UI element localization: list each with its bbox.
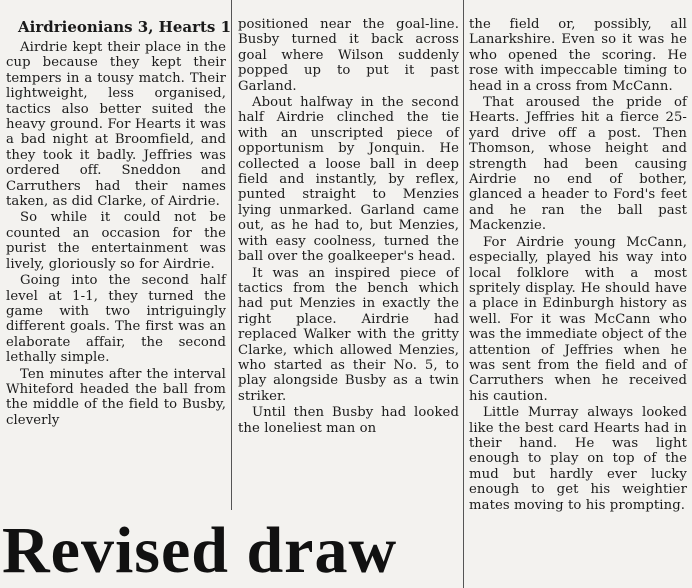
- paragraph: For Airdrie young McCann, especially, played his way into local folklore with a most spritely display. He should have a place in Edinburgh history as well. For it was McCann who was the immediate object of the attention of Jeffries when he was sent from the field and of Carruthers when he received his caution.: [469, 234, 687, 404]
- headline: Revised draw: [2, 514, 398, 587]
- paragraph: Little Murray always looked like the best card Hearts had in their hand. He was light enough to play on top of the mud but hardly ever lucky enough to get his weightier mates moving to his prompting.: [469, 405, 687, 513]
- article-column-3: [469, 17, 687, 514]
- paragraph: It was an inspired piece of tactics from the bench which had put Menzies in exactly the right place. Airdrie had replaced Walker with the gritty Clarke, which allowed Menzies, who started as their No. 5, to play alongside Busby as a twin striker.: [238, 265, 459, 404]
- paragraph: the field or, possibly, all Lanarkshire. Even so it was he who opened the scoring. He rose with impeccable timing to head in a cross from McCann.: [469, 17, 687, 94]
- article-column-2: [238, 17, 459, 437]
- paragraph: Ten minutes after the interval Whiteford headed the ball from the middle of the field to Busby, cleverly: [6, 366, 226, 428]
- column-rule-2: [463, 0, 464, 588]
- paragraph: Airdrie kept their place in the cup because they kept their tempers in a tousy match. Their lightweight, less organised, tactics also better suited the heavy ground. For Hearts it was a bad night at Broomfield, and they took it badly. Jeffries was ordered off. Sneddon and Carruthers had their names taken, as did Clarke, of Airdrie.: [6, 40, 226, 210]
- paragraph: positioned near the goal-line. Busby turned it back across goal where Wilson suddenly popped up to put it past Garland.: [238, 17, 459, 94]
- match-result-subhead: Airdrieonians 3, Hearts 1: [18, 18, 232, 36]
- article-column-1: [6, 40, 226, 429]
- paragraph: That aroused the pride of Hearts. Jeffries hit a fierce 25-yard drive off a post. Then Thomson, whose height and strength had been causing Airdrie no end of bother, glanced a header to Ford's feet and he ran the ball past Mackenzie.: [469, 95, 687, 234]
- paragraph: So while it could not be counted an occasion for the purist the entertainment was lively, gloriously so for Airdrie.: [6, 210, 226, 272]
- paragraph: About halfway in the second half Airdrie clinched the tie with an unscripted piece of opportunism by Jonquin. He collected a loose ball in deep field and instantly, by reflex, punted straight to Menzies lying unmarked. Garland came out, as he had to, but Menzies, with easy coolness, turned the ball over the goalkeeper's head.: [238, 95, 459, 265]
- column-rule-1: [231, 0, 232, 510]
- paragraph: Going into the second half level at 1-1, they turned the game with two intriguingly different goals. The first was an elaborate affair, the second lethally simple.: [6, 273, 226, 366]
- paragraph: Until then Busby had looked the loneliest man on: [238, 405, 459, 436]
